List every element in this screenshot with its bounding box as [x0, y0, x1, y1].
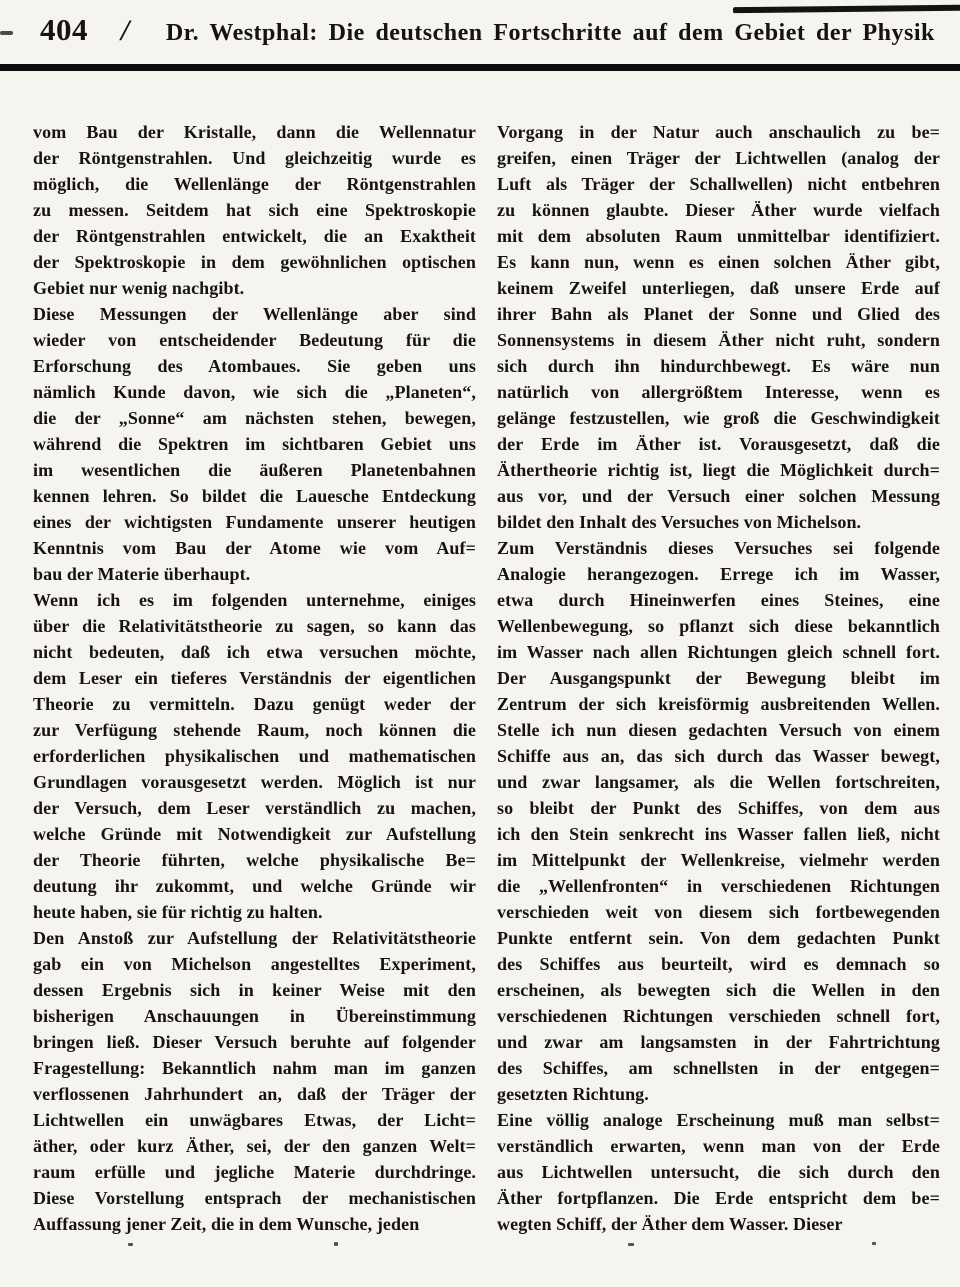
text-line: des Schiffes aus beurteilt, wird es demnach so [497, 954, 941, 974]
text-line: Diese Messungen der Wellenlänge aber sind [33, 304, 477, 324]
text-line: sich durch ihn hindurchbewegt. Es wäre nun [497, 356, 940, 376]
text-line: bildet den Inhalt des Versuches von Michelson. [497, 512, 862, 532]
text-line: Fragestellung: Bekanntlich nahm man im ganzen [33, 1058, 476, 1078]
text-line: aus Lichtwellen untersucht, die sich durch den [497, 1162, 940, 1182]
text-line: verflossenen Jahrhundert an, daß der Träger der [33, 1084, 476, 1104]
text-line: Äther fortpflanzen. Die Erde entspricht dem be= [497, 1188, 940, 1208]
text-line: gab ein von Michelson angestelltes Experiment, [33, 954, 476, 974]
right-column [497, 119, 940, 1237]
text-line: nicht bedeuten, daß ich etwa versuchen möchte, [33, 642, 476, 662]
text-line: Schiffe aus an, das sich durch das Wasser bewegt, [497, 746, 940, 766]
slash-mark: / [121, 14, 130, 47]
text-line: zu können glaubte. Dieser Äther wurde vielfach [497, 200, 940, 220]
text-line: vom Bau der Kristalle, dann die Wellennatur [33, 122, 476, 142]
text-line: heute haben, sie für richtig zu halten. [33, 902, 323, 922]
text-line: der Röntgenstrahlen entwickelt, die an Exaktheit [33, 226, 477, 246]
text-line: zu messen. Seitdem hat sich eine Spektroskopie [33, 200, 476, 220]
text-line: Auffassung jener Zeit, die in dem Wunsche, jeden [33, 1214, 420, 1234]
text-line: der Theorie führten, welche physikalische Be= [33, 850, 476, 870]
text-line: so bleibt der Punkt des Schiffes, von dem aus [497, 798, 940, 818]
text-line: die der „Sonne“ am nächsten stehen, bewegen, [33, 408, 476, 428]
text-line: gelänge festzustellen, wie groß die Geschwindigkeit [497, 408, 940, 428]
text-line: der Röntgenstrahlen. Und gleichzeitig wurde es [33, 148, 476, 168]
text-line: raum erfülle und jegliche Materie durchdringe. [33, 1162, 477, 1182]
text-line: bau der Materie überhaupt. [33, 564, 251, 584]
text-line: äther, oder kurz Äther, sei, der den ganzen Welt= [33, 1136, 476, 1156]
text-line: des Schiffes, am schnellsten in der entgegen= [497, 1058, 941, 1078]
text-line: mit dem absoluten Raum unmittelbar identifiziert. [497, 226, 940, 246]
text-line: verschiedenen Richtungen verschieden schnell fort, [497, 1006, 940, 1026]
text-line: bringen ließ. Dieser Versuch beruhte auf folgender [33, 1032, 476, 1052]
text-line: Wenn ich es im folgenden unternehme, einiges [33, 590, 477, 610]
text-line: verschieden weit von diesem sich fortbewegenden [497, 902, 940, 922]
text-line: Analogie herangezogen. Errege ich im Wasser, [497, 564, 940, 584]
text-line: natürlich von allergrößtem Interesse, wenn es [497, 382, 940, 402]
text-line: verständlich erwarten, wenn man von der Erde [497, 1136, 941, 1156]
text-line: Wellenbewegung, so pflanzt sich diese bekanntlich [497, 616, 940, 636]
text-line: nämlich Kunde davon, wie sich die „Planeten“, [33, 382, 476, 402]
text-line: Lichtwellen ein unwägbares Etwas, der Licht= [33, 1110, 477, 1130]
text-line: Punkte entfernt sein. Von dem gedachten Punkt [497, 928, 940, 948]
text-line: Den Anstoß zur Aufstellung der Relativitätstheorie [33, 928, 476, 948]
text-line: deutung ihr zukommt, und welche Gründe wir [33, 876, 476, 896]
text-line: im wesentlichen die äußeren Planetenbahnen [33, 460, 477, 480]
text-line: und zwar am langsamsten in der Fahrtrichtung [497, 1032, 940, 1052]
text-line: Diese Vorstellung entsprach der mechanistischen [33, 1188, 477, 1208]
scan-artifact-left-edge [0, 31, 13, 35]
text-line: dessen Ergebnis sich in keiner Weise mit den [33, 980, 476, 1000]
text-line: gesetzten Richtung. [497, 1084, 649, 1104]
text-line: Äthertheorie richtig ist, liegt die Möglichkeit durch= [497, 460, 941, 480]
text-line: Luft als Träger der Schallwellen) nicht entbehren [497, 174, 940, 194]
text-line: Stelle ich nun diesen gedachten Versuch von einem [497, 720, 940, 740]
scan-speck [334, 1242, 338, 1246]
text-line: Sonnensystems in diesem Äther nicht ruht, sondern [497, 330, 941, 350]
text-line: ihrer Bahn als Planet der Sonne und Glied des [497, 304, 941, 324]
text-line: keinem Zweifel unterliegen, daß unsere Erde auf [497, 278, 940, 298]
text-line: Theorie zu vermitteln. Dazu genügt weder der [33, 694, 476, 714]
text-line: Zum Verständnis dieses Versuches sei folgende [497, 538, 940, 558]
text-line: zur Verfügung stehende Raum, noch können die [33, 720, 476, 740]
page-header [40, 12, 935, 48]
text-line: Grundlagen vorausgesetzt werden. Möglich ist nur [33, 772, 476, 792]
text-line: die „Wellenfronten“ in verschiedenen Richtungen [497, 876, 941, 896]
text-line: aus vor, und der Versuch einer solchen Messung [497, 486, 940, 506]
text-line: während die Spektren im sichtbaren Gebiet uns [33, 434, 477, 454]
text-line: Erforschung des Atombaues. Sie geben uns [33, 356, 476, 376]
text-line: erscheinen, als bewegten sich die Wellen in den [497, 980, 940, 1000]
text-line: Vorgang in der Natur auch anschaulich zu be= [497, 122, 941, 142]
text-line: der Spektroskopie in dem gewöhnlichen optischen [33, 252, 476, 272]
text-line: Kenntnis vom Bau der Atome wie vom Auf= [33, 538, 476, 558]
text-columns [33, 119, 940, 1237]
scan-speck [628, 1243, 634, 1246]
text-line: welche Gründe mit Notwendigkeit zur Aufstellung [33, 824, 477, 844]
text-line: wieder von entscheidender Bedeutung für die [33, 330, 476, 350]
text-line: Es kann nun, wenn es einen solchen Äther gibt, [497, 252, 940, 272]
text-line: Zentrum der sich kreisförmig ausbreitenden Wellen. [497, 694, 941, 714]
running-title: Dr. Westphal: Die deutschen Fortschritte auf dem Gebiet der Physik [165, 20, 935, 46]
text-line: kennen lehren. So bildet die Lauesche Entdeckung [33, 486, 476, 506]
text-line: der Versuch, dem Leser verständlich zu machen, [33, 798, 476, 818]
text-line: Gebiet nur wenig nachgibt. [33, 278, 245, 298]
scan-speck [872, 1242, 876, 1245]
text-line: über die Relativitätstheorie zu sagen, so kann das [33, 616, 476, 636]
text-line: wegten Schiff, der Äther dem Wasser. Dieser [497, 1214, 843, 1234]
header-rule [0, 64, 960, 71]
text-line: eines der wichtigsten Fundamente unserer heutigen [33, 512, 476, 532]
text-line: bisherigen Anschauungen in Übereinstimmung [33, 1006, 476, 1026]
text-line: und zwar langsamer, als die Wellen fortschreiten, [497, 772, 941, 792]
text-line: greifen, einen Träger der Lichtwellen (analog der [497, 148, 941, 168]
page-number: 404 [40, 12, 88, 47]
text-line: im Mittelpunkt der Wellenkreise, vielmehr werden [497, 850, 940, 870]
scan-speck [128, 1243, 133, 1246]
left-column [33, 119, 476, 1237]
text-line: im Wasser nach allen Richtungen gleich schnell fort. [497, 642, 941, 662]
text-line: Der Ausgangspunkt der Bewegung bleibt im [497, 668, 940, 688]
text-line: ich den Stein senkrecht ins Wasser fallen ließ, nicht [497, 824, 940, 844]
text-line: dem Leser ein tieferes Verständnis der eigentlichen [33, 668, 477, 688]
text-line: etwa durch Hineinwerfen eines Steines, eine [497, 590, 940, 610]
text-line: möglich, die Wellenlänge der Röntgenstrahlen [33, 174, 476, 194]
text-line: Eine völlig analoge Erscheinung muß man selbst= [497, 1110, 940, 1130]
text-line: der Erde im Äther ist. Vorausgesetzt, daß die [497, 434, 940, 454]
text-line: erforderlichen physikalischen und mathematischen [33, 746, 477, 766]
